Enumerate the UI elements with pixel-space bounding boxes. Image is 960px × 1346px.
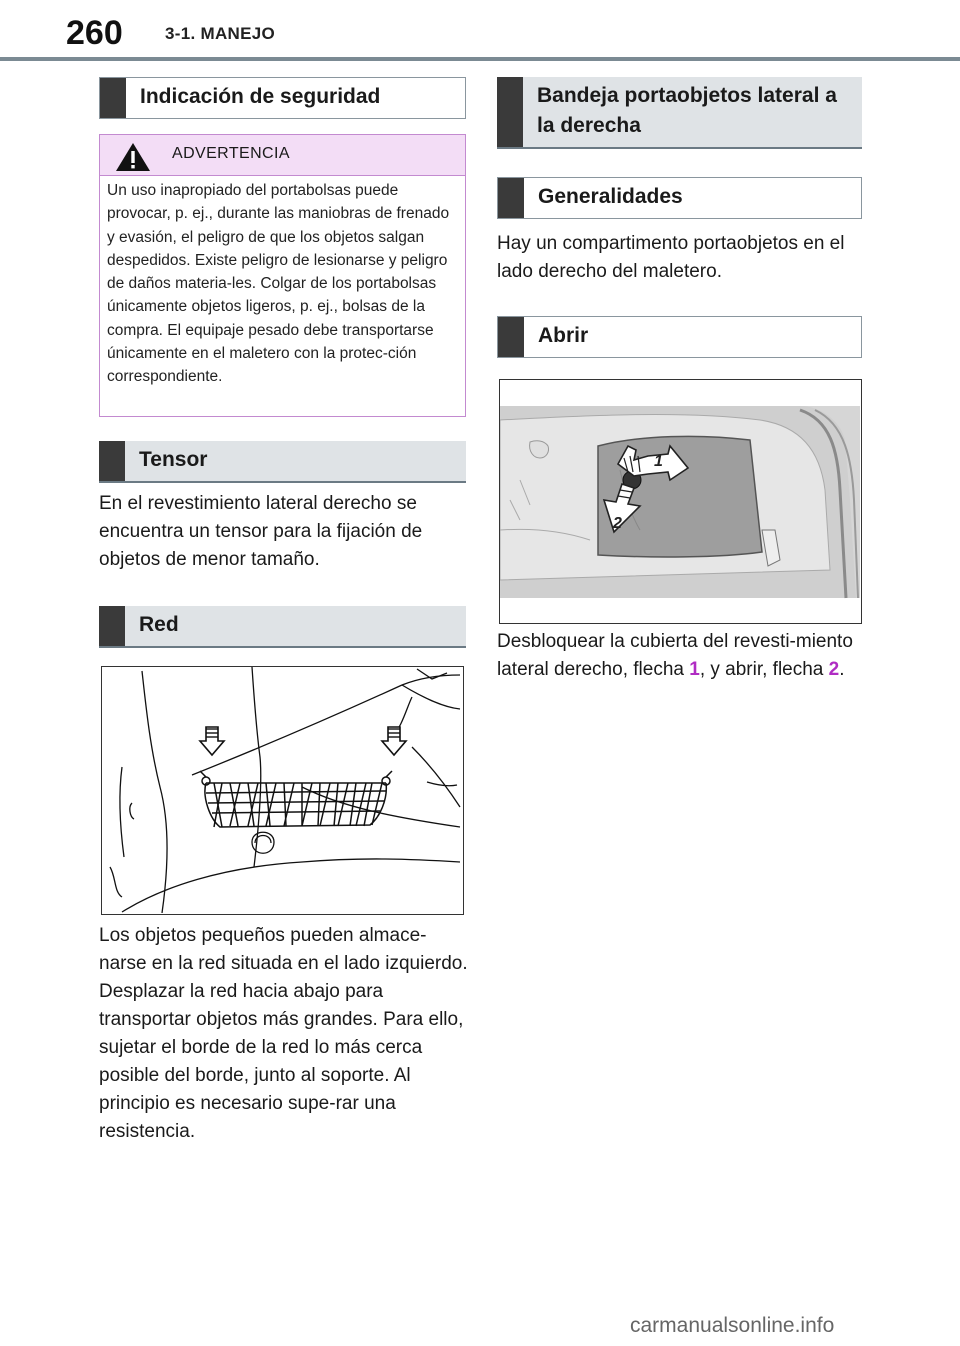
section-heading-safety [99,77,466,119]
section-heading-open [497,316,862,358]
section-heading-red [99,606,466,648]
section-title: Bandeja portaobjetos lateral a la derecha [537,84,837,137]
storage-tray-photo [499,379,862,624]
general-paragraph: Hay un compartimento portaobjetos en el lado derecho del maletero. [497,233,845,282]
section-title: Indicación de seguridad [140,85,381,108]
page-number: 260 [66,14,123,52]
warning-title: ADVERTENCIA [172,145,290,162]
warning-box [99,134,466,417]
heading-bar [99,441,125,481]
arrow-label-1: 1 [654,453,663,470]
warning-text: Un uso inapropiado del portabolsas puede provocar, p. ej., durante las maniobras de frenado y evasión, el peligro de que los objetos salgan despedidos. Existe peligro de lesionarse y peligro de daños materia-les. Colgar de los portabolsas únicamente objetos ligeros, p. ej., bolsas de la compra. El equipaje pesado debe transportarse únicamente en el maletero con la protec-ción correspondiente. [107,182,450,386]
chapter-label: 3-1. MANEJO [165,24,276,43]
section-title: Generalidades [538,185,683,208]
warning-header [100,135,465,176]
section-heading-tray [497,77,862,149]
heading-bar [99,606,125,646]
header-divider [0,57,960,61]
open-text-3: . [839,659,845,680]
heading-bar [100,78,126,118]
section-title: Red [139,613,179,636]
watermark: carmanualsonline.info [630,1314,835,1337]
arrow-ref-1: 1 [689,659,700,680]
section-heading-tensor [99,441,466,483]
tensor-paragraph: En el revestimiento lateral derecho se encuentra un tensor para la fijación de objetos de menor tamaño. [99,493,423,570]
open-text-2: , y abrir, flecha [699,659,829,680]
open-text-1: Desbloquear la cubierta del revesti-miento lateral derecho, flecha [497,631,853,680]
warning-triangle-icon [114,141,152,173]
section-title: Tensor [139,448,208,471]
section-title: Abrir [538,324,589,347]
heading-bar [498,317,524,357]
open-paragraph [497,628,867,684]
arrow-ref-2: 2 [828,659,840,680]
heading-bar [497,77,523,147]
red-paragraph: Los objetos pequeños pueden almace-narse en la red situada en el lado izquierdo. Desplazar la red hacia abajo para transportar objetos más grandes. Para ello, sujetar el borde de la red lo más cerca posible del borde, junto al soporte. Al principio es necesario supe-rar una resistencia. [99,925,468,1142]
net-illustration [101,666,464,915]
arrow-label-2: 2 [613,515,622,532]
heading-bar [498,178,524,218]
section-heading-general [497,177,862,219]
